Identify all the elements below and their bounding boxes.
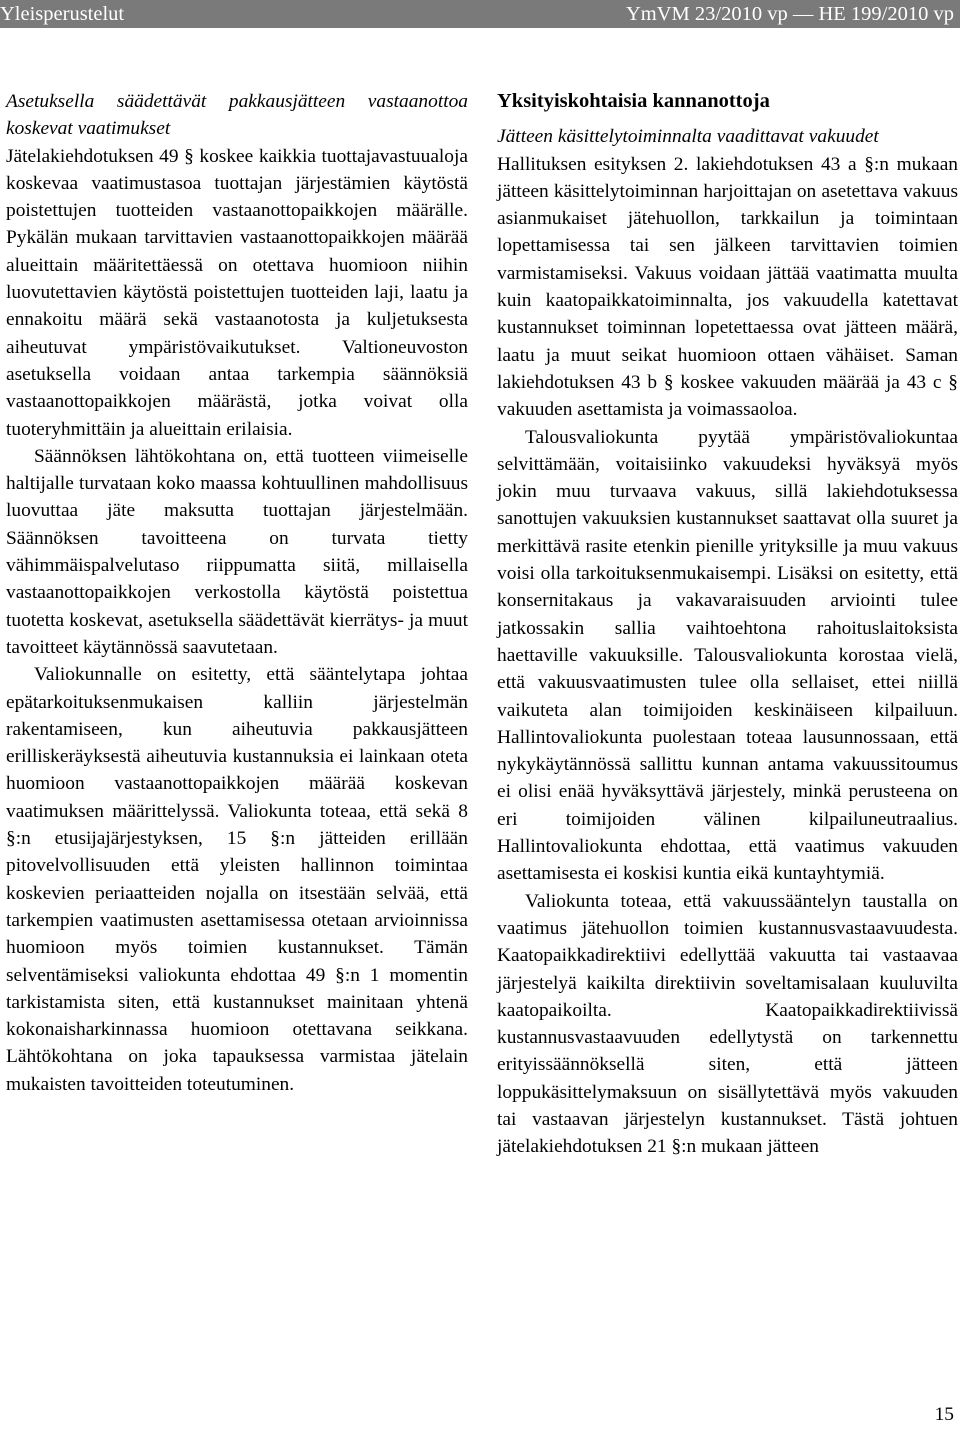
section-heading: Yksityiskohtaisia kannanottoja — [497, 90, 770, 112]
left-column — [6, 88, 468, 1098]
paragraph: Jätelakiehdotuksen 49 § koskee kaikkia tuottajavastuualoja koskevaa vaatimustasoa tuottajan järjestämien käytöstä poistettujen tuotteiden vastaanottopaikkojen määrälle. Pykälän mukaan tarvittavien vastaanottopaikkojen määrää alueittain määritettäessä on otettava huomioon niihin luovutettavien käytöstä poistettujen tuotteiden laji, laatu ja ennakoitu määrä sekä vastaanotosta ja kuljetuksesta aiheutuvat ympäristövaikutukset. Valtioneuvoston asetuksella voidaan antaa tarkempia säännöksiä vastaanottopaikkojen määrästä, jotka voivat olla tuoteryhmittäin ja alueittain erilaisia. — [6, 145, 468, 440]
paragraph: Talousvaliokunta pyytää ympäristövaliokuntaa selvittämään, voitaisiinko vakuudeksi hyväksyä myös jokin muu turvaava vakuus, sillä lakiehdotuksessa sanottujen vakuuksien kustannukset saattavat olla suuret ja merkittävä rasite etenkin pienille yrityksille ja muu vakuus voisi olla tarkoituksenmukaisempi. Lisäksi on esitetty, että konsernitakaus ja vakavaraisuuden arviointi tulee jatkossakin sallia vaihtoehtona rahoituslaitoksista haettaville vakuuksille. Talousvaliokunta korostaa vielä, että vakuusvaatimusten tulee olla sellaiset, ettei niillä vaikuteta alan toimijoiden keskinäiseen kilpailuun. Hallintovaliokunta puolestaan toteaa lausunnossaan, että nykykäytännössä sallittu kunnan antama vakuussitoumus ei olisi enää hyväksyttävä järjestely, minkä perusteena on eri toimijoiden välinen kilpailuneutraalius. Hallintovaliokunta ehdottaa, että vaatimus vakuuden asettamisesta ei koskisi kuntia eikä kuntayhtymiä. — [497, 426, 958, 885]
page-number: 15 — [934, 1404, 954, 1425]
right-subheading: Jätteen käsittelytoiminnalta vaadittavat vakuudet — [497, 126, 879, 148]
paragraph: Säännöksen lähtökohtana on, että tuotteen viimeiselle haltijalle turvataan koko maassa kohtuullinen mahdollisuus luovuttaa jäte maksutta tuottajan järjestelmään. Säännöksen tavoitteena on turvata tietty vähimmäispalvelutaso riippumatta siitä, millaisella vastaanottopaikkojen verkostolla käytöstä poistettua tuotetta koskevat, asetuksella säädettävät kierrätys- ja muut tavoitteet käytännössä saavutetaan. — [6, 445, 468, 658]
right-column — [497, 88, 958, 1161]
paragraph: Hallituksen esityksen 2. lakiehdotuksen 43 a §:n mukaan jätteen käsittelytoiminnan harjoittajan on asetettava vakuus asianmukaiset jätehuollon, tarkkailun ja toimintaan lopettamisessa tai sen jälkeen tarvittavien toimien varmistamiseksi. Vakuus voidaan jättää vaatimatta muulta kuin kaatopaikkatoiminnalta, jos vakuudella katettavat kustannukset toiminnan lopetettaessa ovat jätteen määrä, laatu ja muut seikat huomioon ottaen vähäiset. Saman lakiehdotuksen 43 b § koskee vakuuden määrää ja 43 c § vakuuden asettamista ja voimassaoloa. — [497, 153, 958, 421]
left-subheading: Asetuksella säädettävät pakkausjätteen vastaanottoa koskevat vaatimukset — [6, 91, 468, 140]
running-header — [0, 0, 960, 28]
section-title: Yleisperustelut — [0, 3, 125, 25]
paragraph: Valiokunnalle on esitetty, että sääntelytapa johtaa epätarkoituksenmukaisen kalliin järjestelmän rakentamiseen, kun aiheutuvia pakkausjätteen erilliskeräyksestä aiheutuvia kustannuksia ei lainkaan oteta huomioon vastaanottopaikkojen määrää koskevan vaatimuksen määrittelyssä. Valiokunta toteaa, että sekä 8 §:n etusijajärjestyksen, 15 §:n jätteiden erillään pitovelvollisuuden että yleisten hallinnon toimintaa koskevien periaatteiden nojalla on itsestään selvää, että tarkempien vaatimusten asettamisessa otetaan arvioinnissa huomioon myös toimien kustannukset. Tämän selventämiseksi valiokunta ehdottaa 49 §:n 1 momentin tarkistamista siten, että kustannukset mainitaan yhtenä kokonaisharkinnassa huomioon otettavana seikkana. Lähtökohtana on joka tapauksessa varmistaa jätelain mukaisten tavoitteiden toteutuminen. — [6, 664, 468, 1095]
paragraph: Valiokunta toteaa, että vakuussääntelyn taustalla on vaatimus jätehuollon toimien kustannusvastaavuudesta. Kaatopaikkadirektiivi edellyttää vakuutta tai vastaavaa järjestelyä kaikilta direktiivin soveltamisalaan kuuluvilta kaatopaikoilta. Kaatopaikkadirektiivissä kustannusvastaavuuden edellytystä on tarkennettu erityissäännöksellä siten, että jätteen loppukäsittelymaksuun on sisällytettävä myös vakuuden tai vastaavan järjestelyn kustannukset. Tästä johtuen jätelakiehdotuksen 21 §:n mukaan jätteen — [497, 890, 958, 1158]
document-reference: YmVM 23/2010 vp — HE 199/2010 vp — [626, 3, 954, 25]
